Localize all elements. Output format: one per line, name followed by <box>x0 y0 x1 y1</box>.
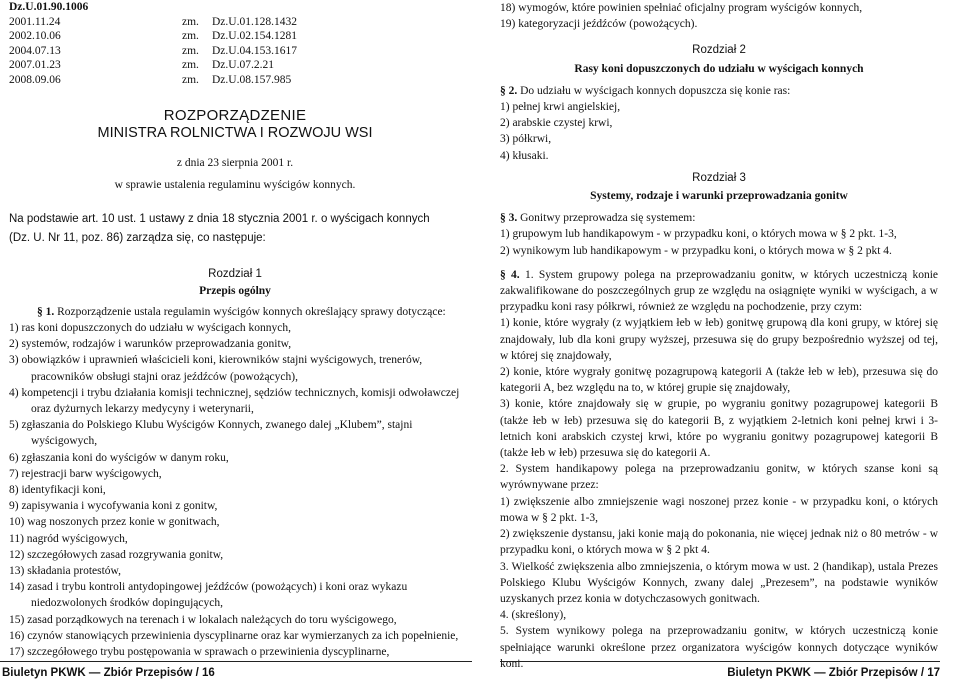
list-item: 6) zgłaszania koni do wyścigów w danym roku, <box>9 451 229 464</box>
paragraph-1-number: § 1. <box>37 305 55 318</box>
journal-code: Dz.U.01.90.1006 <box>9 1 89 13</box>
right-column <box>500 0 938 672</box>
amendment-zm: zm. <box>182 44 199 57</box>
amendment-ref: Dz.U.08.157.985 <box>212 73 292 86</box>
amendment-ref: Dz.U.07.2.21 <box>212 59 274 72</box>
list-item: 3. Wielkość zwiększenia albo zmniejszenia, o którym mowa w ust. 2 (handikap), ustala Prezes Polskiego Klubu Wyścigów Konnych, zwany dalej „Prezesem”, na podstawie wyników uzyskanych przez konia w dotychczasowych gonitwach. <box>500 560 938 605</box>
list-item: 2) systemów, rodzajów i warunków przeprowadzania gonitw, <box>9 338 292 351</box>
paragraph-1-items <box>9 320 461 660</box>
paragraph-4-number: § 4. <box>500 268 520 281</box>
paragraph-2-items <box>500 99 938 164</box>
list-item: 2) arabskie czystej krwi, <box>500 117 613 130</box>
amendment-ref: Dz.U.04.153.1617 <box>212 44 297 57</box>
title-ministry: MINISTRA ROLNICTWA I ROZWOJU WSI <box>97 125 373 142</box>
list-item: 2) wynikowym lub handikapowym - w przypadku koni, o których mowa w § 2 pkt 4. <box>500 244 892 257</box>
list-item: 4. (skreślony), <box>500 609 567 622</box>
list-item: 5) zgłaszania do Polskiego Klubu Wyścigów Konnych, zwanego dalej „Klubem”, stajni wyścigowych, <box>9 419 413 448</box>
amendment-date: 2007.01.23 <box>9 59 61 72</box>
list-item: 14) zasad i trybu kontroli antydopingowej jeźdźców (powożących) i koni oraz wykazu niedozwolonych środków dopingujących, <box>9 581 408 610</box>
amendment-date: 2004.07.13 <box>9 44 61 57</box>
list-item: 4) kłusaki. <box>500 149 549 162</box>
chapter-1-title: Przepis ogólny <box>199 284 271 297</box>
chapter-2-label: Rozdział 2 <box>692 44 746 57</box>
preamble-line-2: (Dz. U. Nr 11, poz. 86) zarządza się, co następuje: <box>9 232 266 245</box>
paragraph-3-text: Gonitwy przeprowadza się systemem: <box>517 212 696 225</box>
left-footer: Biuletyn PKWK — Zbiór Przepisów / 16 <box>0 661 472 681</box>
list-item: 11) nagród wyścigowych, <box>9 532 128 545</box>
amendment-zm: zm. <box>182 30 199 43</box>
amendment-zm: zm. <box>182 59 199 72</box>
list-item: 2. System handikapowy polega na przeprowadzaniu gonitw, w których szanse koni są wyrównywane przez: <box>500 463 938 492</box>
paragraph-3-number: § 3. <box>500 212 518 225</box>
amendment-ref: Dz.U.02.154.1281 <box>212 30 297 43</box>
item-19: 19) kategoryzacji jeźdźców (powożących). <box>500 18 698 31</box>
amendment-row <box>9 15 297 30</box>
list-item: 12) szczegółowych zasad rozgrywania gonitw, <box>9 548 224 561</box>
amendment-row <box>9 58 297 73</box>
regulation-subject: w sprawie ustalenia regulaminu wyścigów konnych. <box>114 178 356 191</box>
paragraph-3 <box>500 210 938 226</box>
preamble-line-1: Na podstawie art. 10 ust. 1 ustawy z dnia 18 stycznia 2001 r. o wyścigach konnych <box>9 213 430 225</box>
regulation-heading <box>9 108 461 193</box>
list-item: 1) pełnej krwi angielskiej, <box>500 101 621 114</box>
amendment-date: 2008.09.06 <box>9 73 61 86</box>
list-item: 3) obowiązków i uprawnień właścicieli koni, kierowników stajni wyścigowych, trenerów, pracowników obsługi stajni oraz jeźdźców (powożących), <box>9 354 423 383</box>
list-item: 7) rejestracji barw wyścigowych, <box>9 467 162 480</box>
right-page <box>480 0 960 682</box>
list-item: 5. System wynikowy polega na przeprowadzaniu gonitw, w których uczestniczą konie spełniające warunki określone przez organizatora wyścigów konnych dotyczące wyników koni. <box>500 625 938 670</box>
list-item: 3) półkrwi, <box>500 133 552 146</box>
item-18: 18) wymogów, które powinien spełniać oficjalny program wyścigów konnych, <box>500 2 863 14</box>
paragraph-4 <box>500 267 938 316</box>
amendment-rows <box>9 15 297 88</box>
right-footer: Biuletyn PKWK — Zbiór Przepisów / 17 <box>500 661 940 681</box>
amendment-date: 2001.11.24 <box>9 15 61 28</box>
amendment-date: 2002.10.06 <box>9 30 61 43</box>
list-item: 8) identyfikacji koni, <box>9 484 106 497</box>
chapter-3-title: Systemy, rodzaje i warunki przeprowadzania gonitw <box>590 190 848 203</box>
amendment-list <box>9 0 297 88</box>
list-item: 10) wag noszonych przez konie w gonitwach, <box>9 516 220 529</box>
list-item: 3) konie, które znajdowały się w grupie, po wygraniu gonitwy pozagrupowej kategorii B (także łeb w łeb) przesuwa się do kategorii B, z wyjątkiem 2-letnich koni pełnej krwi i 3-letnich koni arabskich czystej krwi, które po wygraniu gonitwy pozagrupowej kategorii B (także łeb w łeb) przesuwa się do kategorii A. <box>500 398 938 460</box>
list-item: 16) czynów stanowiących przewinienia dyscyplinarne oraz kar wymierzanych za ich popełnienie, <box>9 629 459 642</box>
paragraph-2-text: Do udziału w wyścigach konnych dopuszcza się konie ras: <box>517 84 791 97</box>
paragraph-1 <box>9 304 461 320</box>
paragraph-4-text: 1. System grupowy polega na przeprowadzaniu gonitw, w których uczestniczą konie zakwalifikowane do poszczególnych grup ze względu na osiągnięte wyniki w wyścigach, a w przypadku koni rasy półkrwi, również ze względu na pochodzenie, przy czym: <box>500 268 938 314</box>
list-item: 2) zwiększenie dystansu, jaki konie mają do pokonania, nie więcej jednak niż o 80 metrów - w przypadku koni, o których mowa w § 2 pkt 4. <box>500 528 938 557</box>
list-item: 17) szczegółowego trybu postępowania w sprawach o przewinienia dyscyplinarne, <box>9 646 390 659</box>
regulation-date: z dnia 23 sierpnia 2001 r. <box>176 157 294 170</box>
amendment-row <box>9 73 297 88</box>
paragraph-1-text: Rozporządzenie ustala regulamin wyścigów konnych określający sprawy dotyczące: <box>54 305 446 318</box>
list-item: 1) grupowym lub handikapowym - w przypadku koni, o których mowa w § 2 pkt. 1-3, <box>500 228 897 241</box>
paragraph-4-lines <box>500 315 938 671</box>
list-item: 9) zapisywania i wycofywania koni z gonitw, <box>9 500 218 513</box>
amendment-ref: Dz.U.01.128.1432 <box>212 15 297 28</box>
amendment-zm: zm. <box>182 15 199 28</box>
list-item: 1) zwiększenie albo zmniejszenie wagi noszonej przez konie - w przypadku koni, o których mowa w § 2 pkt. 1-3, <box>500 495 938 524</box>
list-item: 13) składania protestów, <box>9 565 121 578</box>
paragraph-3-items <box>500 226 938 258</box>
list-item: 4) kompetencji i trybu działania komisji technicznej, sędziów technicznych, komisji odwoławczej oraz dyżurnych lekarzy medycyny i weterynarii, <box>9 386 460 416</box>
list-item: 1) ras koni dopuszczonych do udziału w wyścigach konnych, <box>9 322 291 335</box>
paragraph-2-number: § 2. <box>500 84 518 97</box>
list-item: 2) konie, które wygrały gonitwę pozagrupową kategorii A (także łeb w łeb), przesuwa się do kategorii A, bez względu na to, w której grupie się znajdowały, <box>500 366 938 395</box>
amendment-row <box>9 29 297 44</box>
amendment-row <box>9 44 297 59</box>
chapter-2-title: Rasy koni dopuszczonych do udziału w wyścigach konnych <box>574 62 864 75</box>
chapter-3-label: Rozdział 3 <box>692 171 746 184</box>
list-item: 15) zasad porządkowych na terenach i w lokalach należących do toru wyścigowego, <box>9 613 397 626</box>
chapter-1-label: Rozdział 1 <box>208 268 262 281</box>
title-rozporzadzenie: ROZPORZĄDZENIE <box>163 107 307 124</box>
left-column <box>9 211 461 660</box>
list-item: 1) konie, które wygrały (z wyjątkiem łeb w łeb) gonitwę grupową dla koni grupy, w której się znajdowały, lub dla koni grupy wyższej, przesuwa się do grupy bezpośrednio wyższej od tej, w której się znajdowały, <box>500 317 938 362</box>
paragraph-2 <box>500 83 938 99</box>
amendment-zm: zm. <box>182 73 199 86</box>
